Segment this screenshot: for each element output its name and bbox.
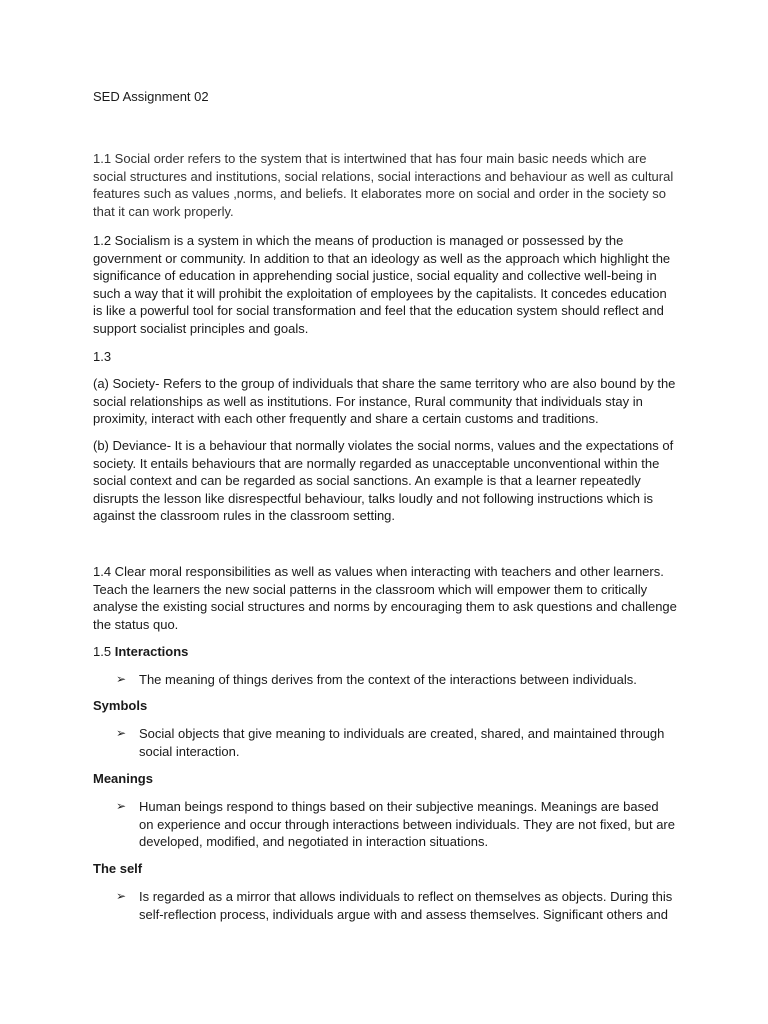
bullet-text-symbols: Social objects that give meaning to individuals are created, shared, and maintained through social interaction.	[139, 726, 665, 759]
section-heading-1-5	[93, 643, 678, 661]
heading-symbols: Symbols	[93, 698, 148, 713]
paragraph-1-3-b-deviance: (b) Deviance- It is a behaviour that normally violates the social norms, values and the expectations of society. It entails behaviours that are normally regarded as unacceptable unconventional within the social context and can be regarded as social sanctions. An example is that a learner repeatedly disrupts the lesson like disrespectful behaviour, talks loudly and not following instructions which is against the classroom rules in the classroom setting.	[93, 438, 674, 524]
bullet-text-interactions: The meaning of things derives from the context of the interactions between individuals.	[139, 672, 637, 687]
paragraph-1-3-a-society: (a) Society- Refers to the group of individuals that share the same territory who are also bound by the social relationships as well as institutions. For instance, Rural community that individuals stay in proximity, interact with each other frequently and share a certain customs and traditions.	[93, 376, 676, 427]
heading-the-self: The self	[93, 861, 143, 876]
paragraph-1-4: 1.4 Clear moral responsibilities as well as values when interacting with teachers and other learners. Teach the learners the new social patterns in the classroom which will empower them to critically analyse the existing social structures and norms by encouraging them to ask questions and challenge the status quo.	[93, 564, 677, 632]
arrow-bullet-icon: ➢	[116, 889, 127, 903]
paragraph-1-2: 1.2 Socialism is a system in which the means of production is managed or possessed by the government or community. In addition to that an ideology as well as the approach which highlight the significance of education in apprehending social justice, social equality and collective well-being in such a way that it will prohibit the exploitation of employees by the capitalists. It concedes education is like a powerful tool for social transformation and feel that the education system should reflect and support socialist principles and goals.	[93, 233, 671, 336]
heading-interactions: Interactions	[114, 644, 189, 659]
bullet-text-meanings: Human beings respond to things based on their subjective meanings. Meanings are based on experience and occur through interactions between individuals. They are not fixed, but are developed, modified, and negotiated in interaction situations.	[139, 799, 675, 850]
section-number-1-5: 1.5	[93, 644, 112, 659]
section-number-1-3: 1.3	[93, 349, 112, 364]
heading-meanings: Meanings	[93, 771, 153, 786]
arrow-bullet-icon: ➢	[116, 672, 127, 686]
document-title: SED Assignment 02	[93, 89, 209, 104]
bullet-text-the-self: Is regarded as a mirror that allows individuals to reflect on themselves as objects. During this self-reflection process, individuals argue with and assess themselves. Significant others and	[139, 889, 673, 922]
arrow-bullet-icon: ➢	[116, 799, 127, 813]
paragraph-1-1: 1.1 Social order refers to the system that is intertwined that has four main basic needs which are social structures and institutions, social relations, social interactions and behaviour as well as cultural features such as values ,norms, and beliefs. It elaborates more on social and order in the society so that it can work properly.	[93, 151, 674, 219]
arrow-bullet-icon: ➢	[116, 726, 127, 740]
